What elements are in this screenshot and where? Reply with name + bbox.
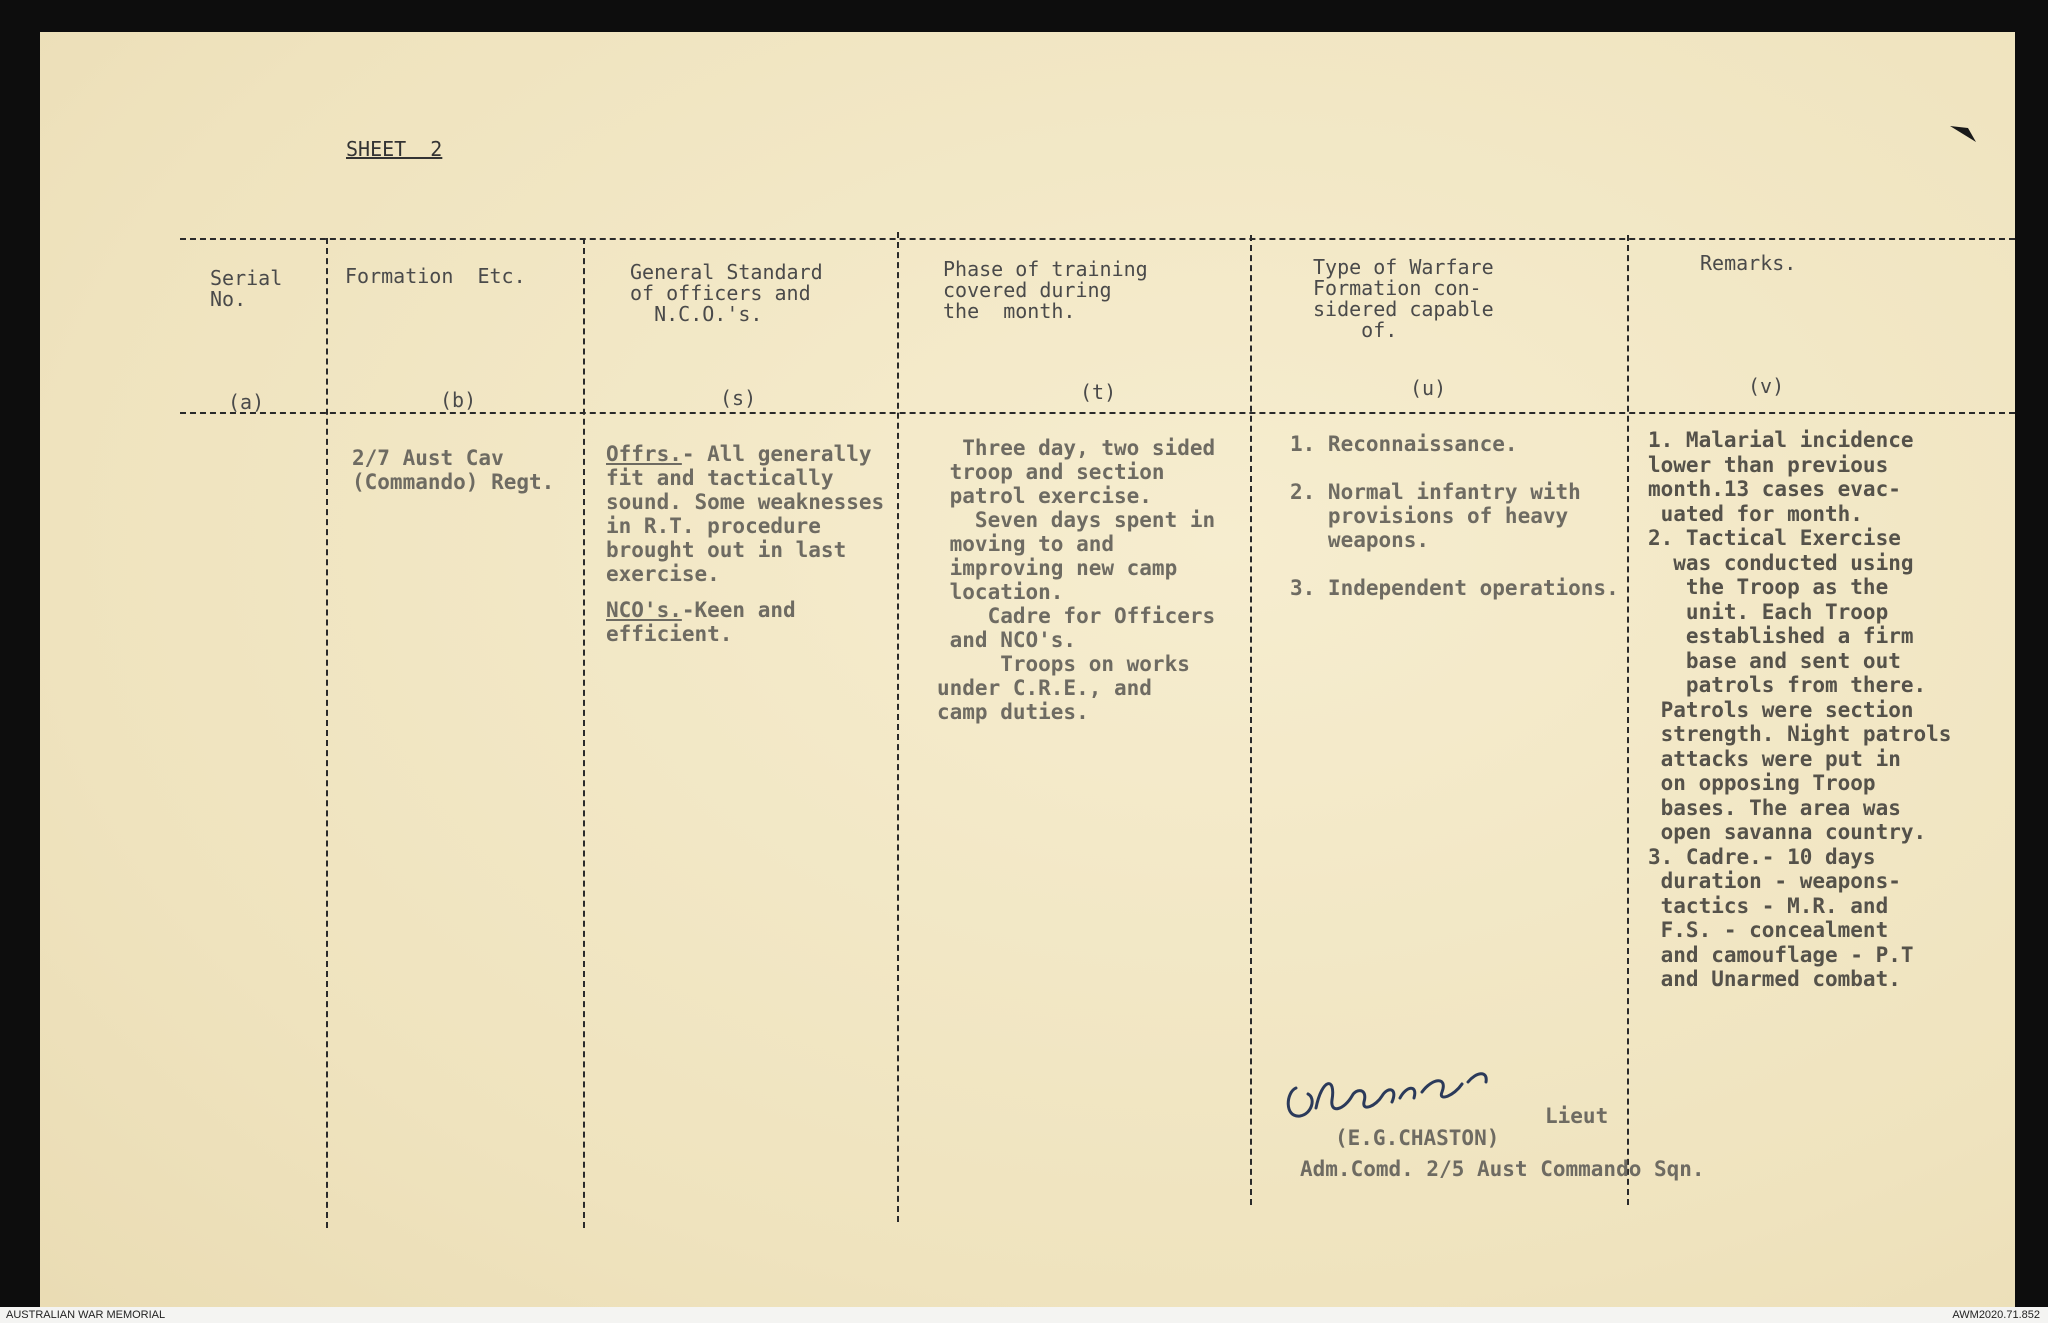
signatory-rank: Lieut	[1545, 1104, 1609, 1128]
column-rule-5	[1627, 235, 1629, 1205]
header-serial: Serial No.	[210, 266, 283, 311]
ncos-cell	[606, 598, 796, 646]
ncos-text: -Keen and efficient.	[606, 598, 796, 646]
column-letter-s: (s)	[720, 386, 757, 410]
training-cell: Three day, two sided troop and section patrol exercise. Seven days spent in moving to and improving new camp location. Cadre for Officers and NCO's. Troops on works under C.R.E., and camp duties.	[937, 436, 1216, 724]
header-training: Phase of training covered during the month.	[943, 257, 1148, 323]
corner-mark-icon	[1948, 122, 1978, 146]
header-standard: General Standard of officers and N.C.O.'s.	[630, 260, 823, 326]
column-rule-3	[897, 232, 899, 1222]
ncos-label: NCO's.	[606, 598, 682, 622]
signatory-name: (E.G.CHASTON)	[1335, 1126, 1500, 1150]
column-letter-u: (u)	[1410, 376, 1447, 400]
footer-institution: AUSTRALIAN WAR MEMORIAL	[6, 1309, 166, 1321]
remarks-cell: 1. Malarial incidence lower than previous month.13 cases evac- uated for month. 2. Tactical Exercise was conducted using the Troop as the unit. Each Troop established a firm base and sent out patrols from there. Patrols were section strength. Night patrols attacks were put in on opposing Troop bases. The area was open savanna country. 3. Cadre.- 10 days duration - weapons- tactics - M.R. and F.S. - concealment and camouflage - P.T and Unarmed combat.	[1648, 428, 1952, 991]
footer-strip	[0, 1307, 2048, 1323]
column-rule-2	[583, 238, 585, 1228]
footer-reference: AWM2020.71.852	[1952, 1309, 2040, 1321]
header-divider-rule	[180, 412, 2015, 414]
column-letter-b: (b)	[440, 388, 477, 412]
column-rule-4	[1250, 235, 1252, 1205]
header-remarks: Remarks.	[1700, 251, 1797, 275]
table-top-rule	[180, 238, 2015, 240]
handwritten-signature	[1282, 1048, 1522, 1138]
offrs-text: - All generally fit and tactically sound. Some weaknesses in R.T. procedure brought out in last exercise.	[606, 442, 885, 586]
column-letter-v: (v)	[1748, 374, 1785, 398]
offrs-label: Offrs.	[606, 442, 682, 466]
sheet-label: SHEET 2	[346, 137, 443, 161]
signatory-appointment: Adm.Comd. 2/5 Aust Commando Sqn.	[1300, 1157, 1705, 1181]
standard-cell	[606, 442, 884, 586]
column-rule-1	[326, 238, 328, 1228]
column-letter-t: (t)	[1080, 380, 1117, 404]
header-formation: Formation Etc.	[345, 264, 526, 288]
warfare-cell: 1. Reconnaissance. 2. Normal infantry with provisions of heavy weapons. 3. Independent operations.	[1290, 432, 1619, 600]
formation-cell: 2/7 Aust Cav (Commando) Regt.	[352, 446, 555, 494]
header-warfare: Type of Warfare Formation con- sidered capable of.	[1313, 255, 1494, 342]
column-letter-a: (a)	[228, 390, 265, 414]
